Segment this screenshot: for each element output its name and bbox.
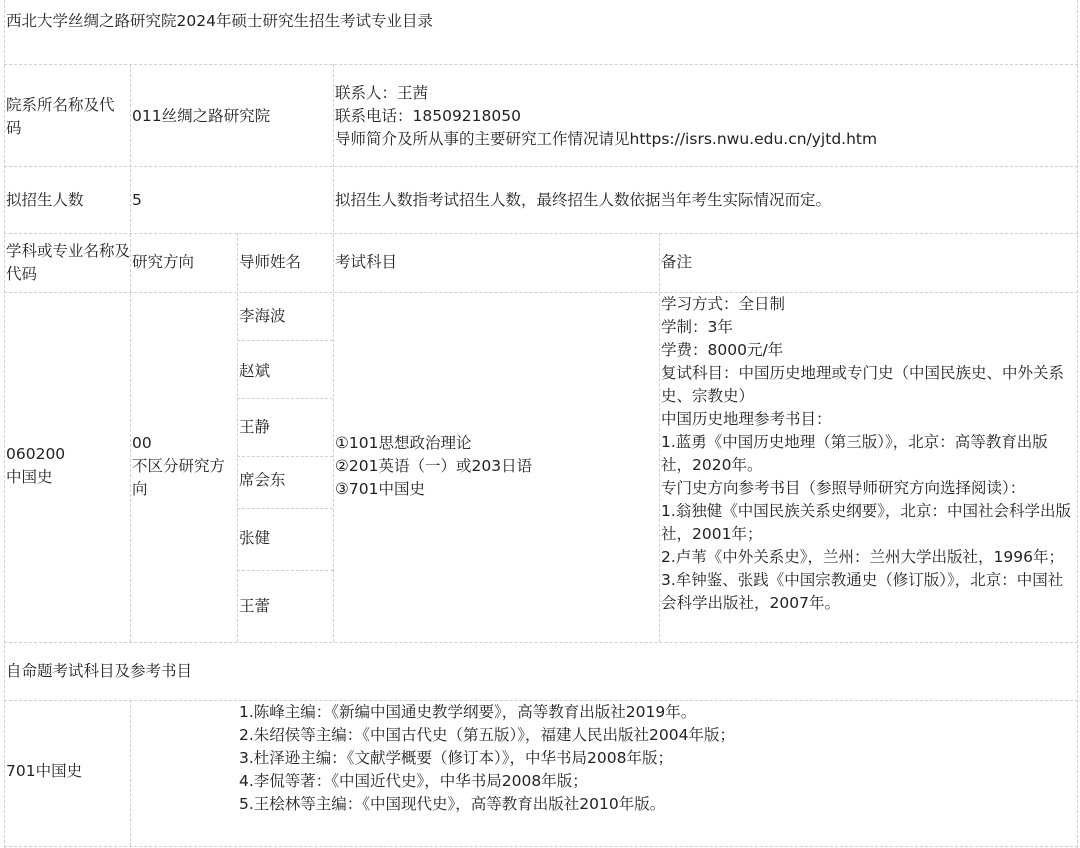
column-divider <box>130 64 131 642</box>
header-direction: 研究方向 <box>132 253 195 271</box>
remark-line: 2.卢苇《中外关系史》，兰州：兰州大学出版社，1996年； <box>661 548 1064 566</box>
enroll-label: 拟招生人数 <box>6 191 84 209</box>
reference-item: 1.陈峰主编：《新编中国通史教学纲要》，高等教育出版社2019年。 <box>239 703 697 721</box>
self-exam-subject-cell <box>6 760 128 786</box>
dept-contact-cell <box>335 82 1075 154</box>
header-remark-cell <box>661 251 1075 277</box>
column-divider <box>237 233 238 642</box>
enroll-value: 5 <box>132 191 142 209</box>
row-divider <box>4 166 1078 167</box>
remark-line: 中国历史地理参考书目： <box>661 410 832 428</box>
dept-value-cell <box>132 105 330 131</box>
reference-item: 2.朱绍侯等主编：《中国古代史（第五版）》，福建人民出版社2004年版； <box>239 726 735 744</box>
row-divider <box>237 398 333 399</box>
remark-line: 学制：3年 <box>661 318 733 336</box>
self-exam-heading: 自命题考试科目及参考书目 <box>6 662 193 680</box>
remark-line: 专门史方向参考书目（参照导师研究方向选择阅读）： <box>661 479 1026 497</box>
column-divider <box>1077 0 1078 848</box>
dept-value: 011丝绸之路研究院 <box>132 107 271 125</box>
remark-line: 复试科目：中国历史地理或专门史（中国民族史、中外关系史、宗教史） <box>661 364 1065 405</box>
direction-cell <box>132 432 236 504</box>
supervisor-name: 王静 <box>239 418 271 436</box>
column-divider <box>4 0 5 848</box>
header-major-cell <box>6 240 130 288</box>
row-divider <box>4 64 1078 65</box>
enroll-value-cell <box>132 189 232 215</box>
reference-item: 3.杜泽逊主编：《文献学概要（修订本）》，中华书局2008年版； <box>239 749 673 767</box>
self-exam-heading-cell <box>6 660 606 686</box>
row-divider <box>4 846 1078 847</box>
supervisor-name: 李海波 <box>239 307 286 325</box>
exam-subject: ①101思想政治理论 <box>335 434 472 452</box>
row-divider <box>4 233 1078 234</box>
row-divider <box>237 340 333 341</box>
header-exam-cell <box>335 251 655 277</box>
supervisor-name: 王蕾 <box>239 597 271 615</box>
row-divider <box>237 508 333 509</box>
column-divider <box>659 233 660 642</box>
dept-label-cell <box>6 94 128 144</box>
supervisor-name: 席会东 <box>239 471 286 489</box>
remark-line: 学费：8000元/年 <box>661 341 784 359</box>
remark-cell <box>661 293 1075 641</box>
contact-phone: 联系电话：18509218050 <box>335 107 521 125</box>
reference-item: 5.王桧林等主编：《中国现代史》，高等教育出版社2010年版。 <box>239 795 666 813</box>
supervisor-name: 赵斌 <box>239 362 271 380</box>
supervisor-intro: 导师简介及所从事的主要研究工作情况请见https://isrs.nwu.edu.cn/yjtd.htm <box>335 130 878 148</box>
supervisor-name: 张健 <box>239 529 271 547</box>
header-supervisor-cell <box>239 251 333 277</box>
row-divider <box>237 456 333 457</box>
header-major: 学科或专业名称及代码 <box>6 242 130 283</box>
contact-name: 联系人：王茜 <box>335 84 429 102</box>
header-supervisor: 导师姓名 <box>239 253 302 271</box>
header-remark: 备注 <box>661 253 693 271</box>
major-name: 中国史 <box>6 468 53 486</box>
exam-subject: ③701中国史 <box>335 480 425 498</box>
exam-cell <box>335 432 657 504</box>
row-divider <box>237 570 333 571</box>
self-exam-refs-cell <box>239 701 1075 845</box>
header-direction-cell <box>132 251 236 277</box>
remark-line: 3.牟钟鉴、张践《中国宗教通史（修订版）》，北京：中国社会科学出版社，2007年。 <box>661 571 1064 612</box>
major-code: 060200 <box>6 445 66 463</box>
column-divider <box>130 700 131 846</box>
title-text: 西北大学丝绸之路研究院2024年硕士研究生招生考试专业目录 <box>6 12 433 30</box>
page-title <box>6 10 1066 36</box>
column-divider <box>333 64 334 642</box>
exam-subject: ②201英语（一）或203日语 <box>335 457 533 475</box>
remark-line: 1.翁独健《中国民族关系史纲要》，北京：中国社会科学出版社，2001年； <box>661 502 1072 543</box>
header-exam: 考试科目 <box>335 253 398 271</box>
major-cell <box>6 443 128 493</box>
direction-code: 00 <box>132 434 152 452</box>
enroll-label-cell <box>6 189 128 215</box>
remark-line: 1.蓝勇《中国历史地理（第三版）》，北京：高等教育出版社，2020年。 <box>661 433 1048 474</box>
dept-label: 院系所名称及代码 <box>6 96 115 137</box>
reference-item: 4.李侃等著：《中国近代史》，中华书局2008年版； <box>239 772 588 790</box>
row-divider <box>4 642 1078 643</box>
self-exam-subject: 701中国史 <box>6 762 83 780</box>
direction-name: 不区分研究方向 <box>132 457 226 498</box>
enroll-note-cell <box>335 189 1075 215</box>
enroll-note: 拟招生人数指考试招生人数，最终招生人数依据当年考生实际情况而定。 <box>335 191 832 209</box>
remark-line: 学习方式：全日制 <box>661 295 786 313</box>
